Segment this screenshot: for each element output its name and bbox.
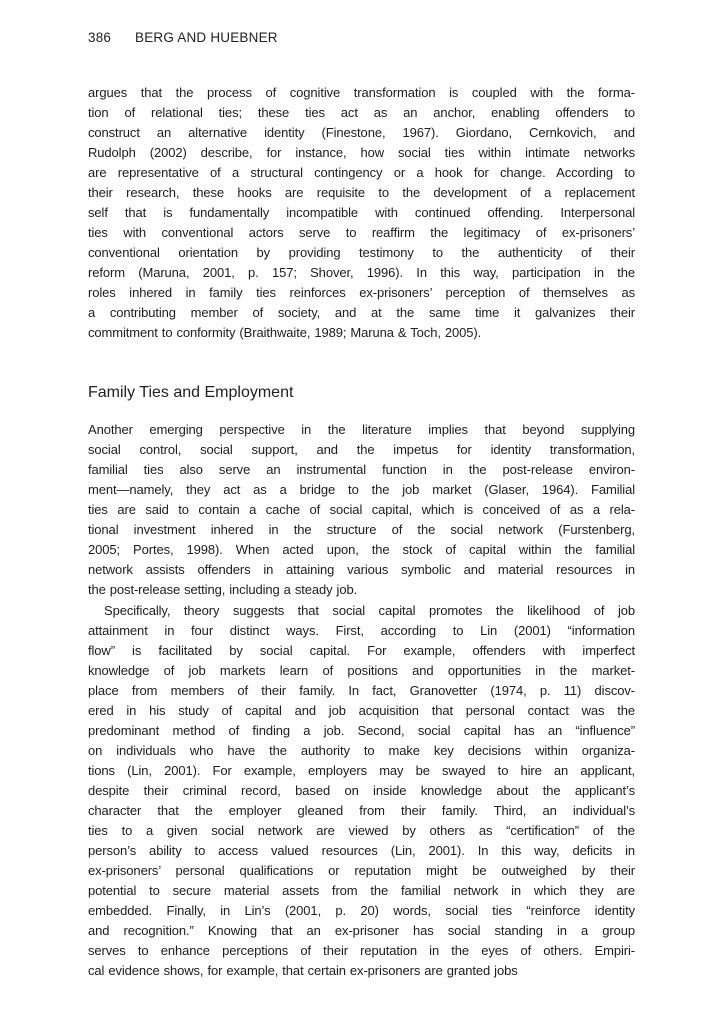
page-number: 386 xyxy=(88,30,112,45)
text-line: 2005; Portes, 1998). When acted upon, the stock of capital within the familial xyxy=(88,542,635,557)
text-line: tions (Lin, 2001). For example, employers may be swayed to hire an applicant, xyxy=(88,763,635,778)
section-heading: Family Ties and Employment xyxy=(88,384,294,401)
text-line: ties to a given social network are viewed by others as “certification” of the xyxy=(88,823,635,838)
text-line: roles inhered in family ties reinforces ex-prisoners’ perception of themselves as xyxy=(88,285,635,300)
text-line: place from members of their family. In fact, Granovetter (1974, p. 11) discov- xyxy=(88,683,635,698)
running-title: BERG AND HUEBNER xyxy=(135,30,278,45)
paragraph xyxy=(88,420,635,600)
text-line: network assists offenders in attaining various symbolic and material resources in xyxy=(88,562,635,577)
paragraph xyxy=(88,83,635,343)
text-line: Specifically, theory suggests that social capital promotes the likelihood of job xyxy=(104,603,635,618)
text-line: construct an alternative identity (Finestone, 1967). Giordano, Cernkovich, and xyxy=(88,125,635,140)
text-line: self that is fundamentally incompatible with continued offending. Interpersonal xyxy=(88,205,635,220)
text-line: ex-prisoners’ personal qualifications or reputation might be outweighed by their xyxy=(88,863,635,878)
text-line: a contributing member of society, and at the same time it galvanizes their xyxy=(88,305,635,320)
text-line: argues that the process of cognitive transformation is coupled with the forma- xyxy=(88,85,635,100)
text-line: attainment in four distinct ways. First, according to Lin (2001) “information xyxy=(88,623,635,638)
page-body xyxy=(88,83,635,981)
text-line: predominant method of finding a job. Second, social capital has an “influence” xyxy=(88,723,635,738)
text-line: cal evidence shows, for example, that certain ex-prisoners are granted jobs xyxy=(88,963,518,978)
text-line: flow” is facilitated by social capital. For example, offenders with imperfect xyxy=(88,643,635,658)
text-line: ties with conventional actors serve to reaffirm the legitimacy of ex-prisoners’ xyxy=(88,225,635,240)
text-line: knowledge of job markets learn of positions and opportunities in the market- xyxy=(88,663,635,678)
text-line: character that the employer gleaned from their family. Third, an individual’s xyxy=(88,803,635,818)
text-line: tion of relational ties; these ties act as an anchor, enabling offenders to xyxy=(88,105,635,120)
text-line: Another emerging perspective in the literature implies that beyond supplying xyxy=(88,422,635,437)
text-line: familial ties also serve an instrumental function in the post-release environ- xyxy=(88,462,635,477)
text-line: and recognition.” Knowing that an ex-prisoner has social standing in a group xyxy=(88,923,635,938)
text-line: serves to enhance perceptions of their reputation in the eyes of others. Empiri- xyxy=(88,943,635,958)
text-line: ties are said to contain a cache of social capital, which is conceived of as a rela- xyxy=(88,502,635,517)
text-line: commitment to conformity (Braithwaite, 1989; Maruna & Toch, 2005). xyxy=(88,325,482,340)
text-line: on individuals who have the authority to make key decisions within organiza- xyxy=(88,743,635,758)
text-line: embedded. Finally, in Lin’s (2001, p. 20) words, social ties “reinforce identity xyxy=(88,903,635,918)
text-line: reform (Maruna, 2001, p. 157; Shover, 1996). In this way, participation in the xyxy=(88,265,635,280)
text-line: the post-release setting, including a steady job. xyxy=(88,582,358,597)
text-line: ered in his study of capital and job acquisition that personal contact was the xyxy=(88,703,635,718)
text-line: Rudolph (2002) describe, for instance, how social ties within intimate networks xyxy=(88,145,635,160)
page-header xyxy=(88,28,633,48)
text-line: person’s ability to access valued resources (Lin, 2001). In this way, deficits in xyxy=(88,843,635,858)
text-line: despite their criminal record, based on inside knowledge about the applicant’s xyxy=(88,783,635,798)
text-line: ment—namely, they act as a bridge to the job market (Glaser, 1964). Familial xyxy=(88,482,635,497)
text-line: potential to secure material assets from the familial network in which they are xyxy=(88,883,635,898)
text-line: conventional orientation by providing testimony to the authenticity of their xyxy=(88,245,635,260)
paragraph xyxy=(88,601,635,981)
text-line: social control, social support, and the impetus for identity transformation, xyxy=(88,442,635,457)
text-line: are representative of a structural contingency or a hook for change. According to xyxy=(88,165,635,180)
text-line: tional investment inhered in the structure of the social network (Furstenberg, xyxy=(88,522,635,537)
text-line: their research, these hooks are requisite to the development of a replacement xyxy=(88,185,635,200)
